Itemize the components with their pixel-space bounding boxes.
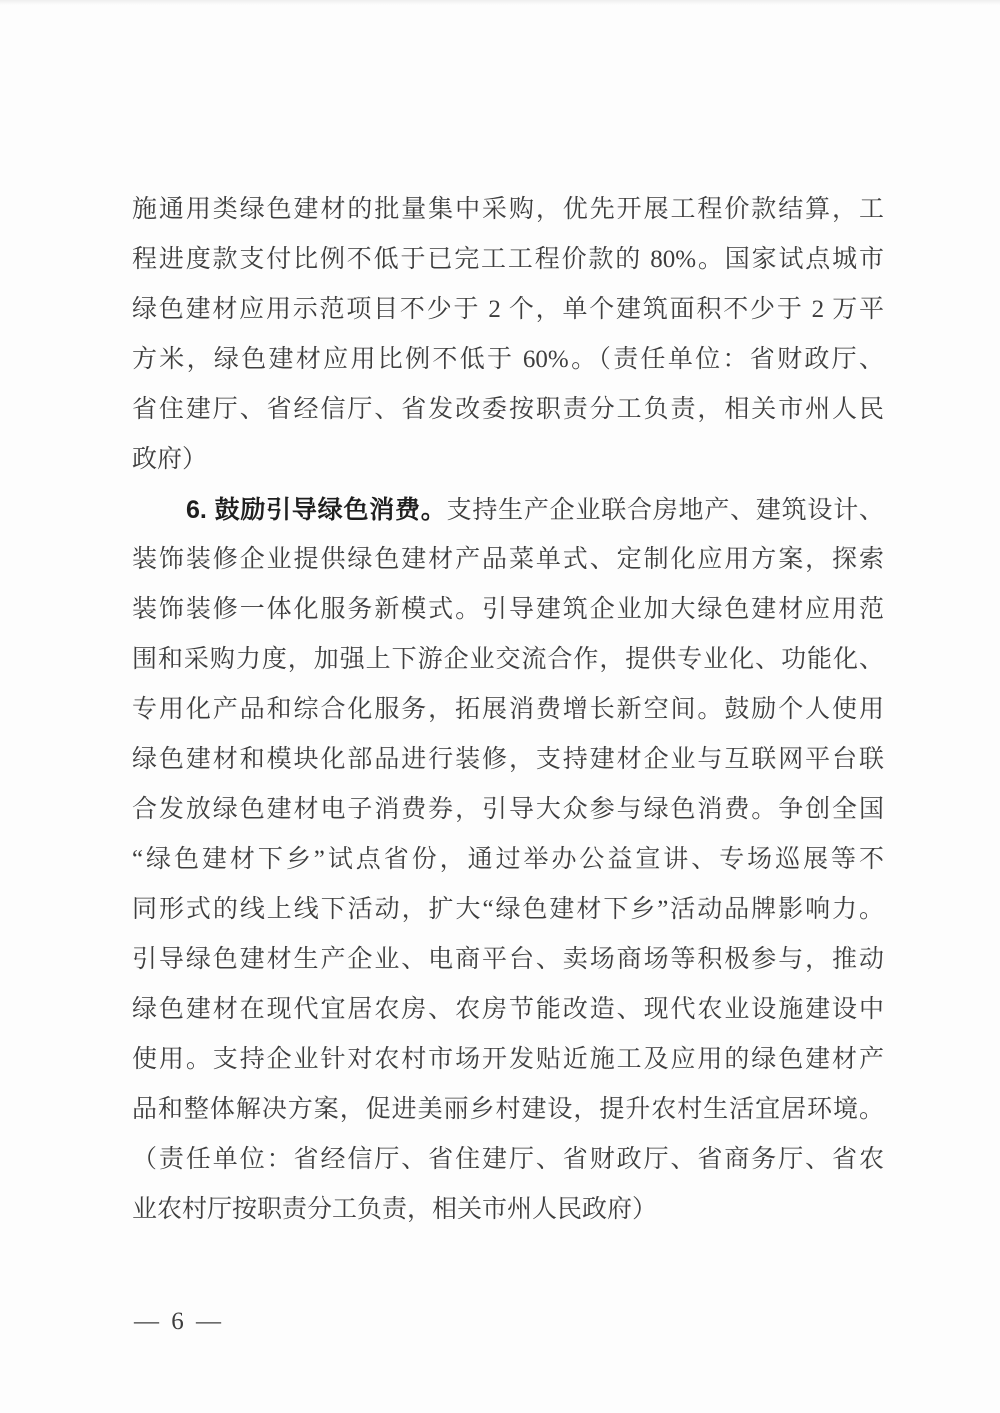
text-line: 专用化产品和综合化服务，拓展消费增长新空间。鼓励个人使用 xyxy=(132,696,884,723)
text-line: 程进度款支付比例不低于已完工工程价款的 80%。国家试点城市 xyxy=(132,246,884,273)
text-line: 施通用类绿色建材的批量集中采购，优先开展工程价款结算，工 xyxy=(132,196,884,223)
text-line: 方米，绿色建材应用比例不低于 60%。（责任单位：省财政厅、 xyxy=(132,346,884,373)
text-line: 使用。支持企业针对农村市场开发贴近施工及应用的绿色建材产 xyxy=(132,1046,884,1073)
text-line: 围和采购力度，加强上下游企业交流合作，提供专业化、功能化、 xyxy=(132,646,884,673)
item6-first-line-rest: 支持生产企业联合房地产、建筑设计、 xyxy=(446,497,884,524)
text-line: “绿色建材下乡”试点省份，通过举办公益宣讲、专场巡展等不 xyxy=(132,846,884,873)
text-line: 绿色建材应用示范项目不少于 2 个，单个建筑面积不少于 2 万平 xyxy=(132,296,884,323)
text-line: 省住建厅、省经信厅、省发改委按职责分工负责，相关市州人民 xyxy=(132,396,884,423)
text-line: 业农村厅按职责分工负责，相关市州人民政府） xyxy=(132,1196,658,1223)
text-line: 合发放绿色建材电子消费券，引导大众参与绿色消费。争创全国 xyxy=(132,796,884,823)
text-line: 绿色建材在现代宜居农房、农房节能改造、现代农业设施建设中 xyxy=(132,996,884,1023)
page-number: — 6 — xyxy=(134,1308,224,1335)
item6-first-line xyxy=(132,485,884,535)
text-line: （责任单位：省经信厅、省住建厅、省财政厅、省商务厅、省农 xyxy=(132,1146,884,1173)
text-line: 绿色建材和模块化部品进行装修，支持建材企业与互联网平台联 xyxy=(132,746,884,773)
document-body xyxy=(132,185,884,1235)
item6-heading: 6. 鼓励引导绿色消费。 xyxy=(186,496,447,524)
text-line: 装饰装修一体化服务新模式。引导建筑企业加大绿色建材应用范 xyxy=(132,596,884,623)
text-line: 引导绿色建材生产企业、电商平台、卖场商场等积极参与，推动 xyxy=(132,946,884,973)
scan-edge-artifact xyxy=(0,0,1000,5)
text-line: 政府） xyxy=(132,446,208,473)
text-line: 同形式的线上线下活动，扩大“绿色建材下乡”活动品牌影响力。 xyxy=(132,896,884,923)
text-line: 品和整体解决方案，促进美丽乡村建设，提升农村生活宜居环境。 xyxy=(132,1096,884,1123)
page-footer xyxy=(134,1302,224,1342)
text-line: 装饰装修企业提供绿色建材产品菜单式、定制化应用方案，探索 xyxy=(132,546,884,573)
